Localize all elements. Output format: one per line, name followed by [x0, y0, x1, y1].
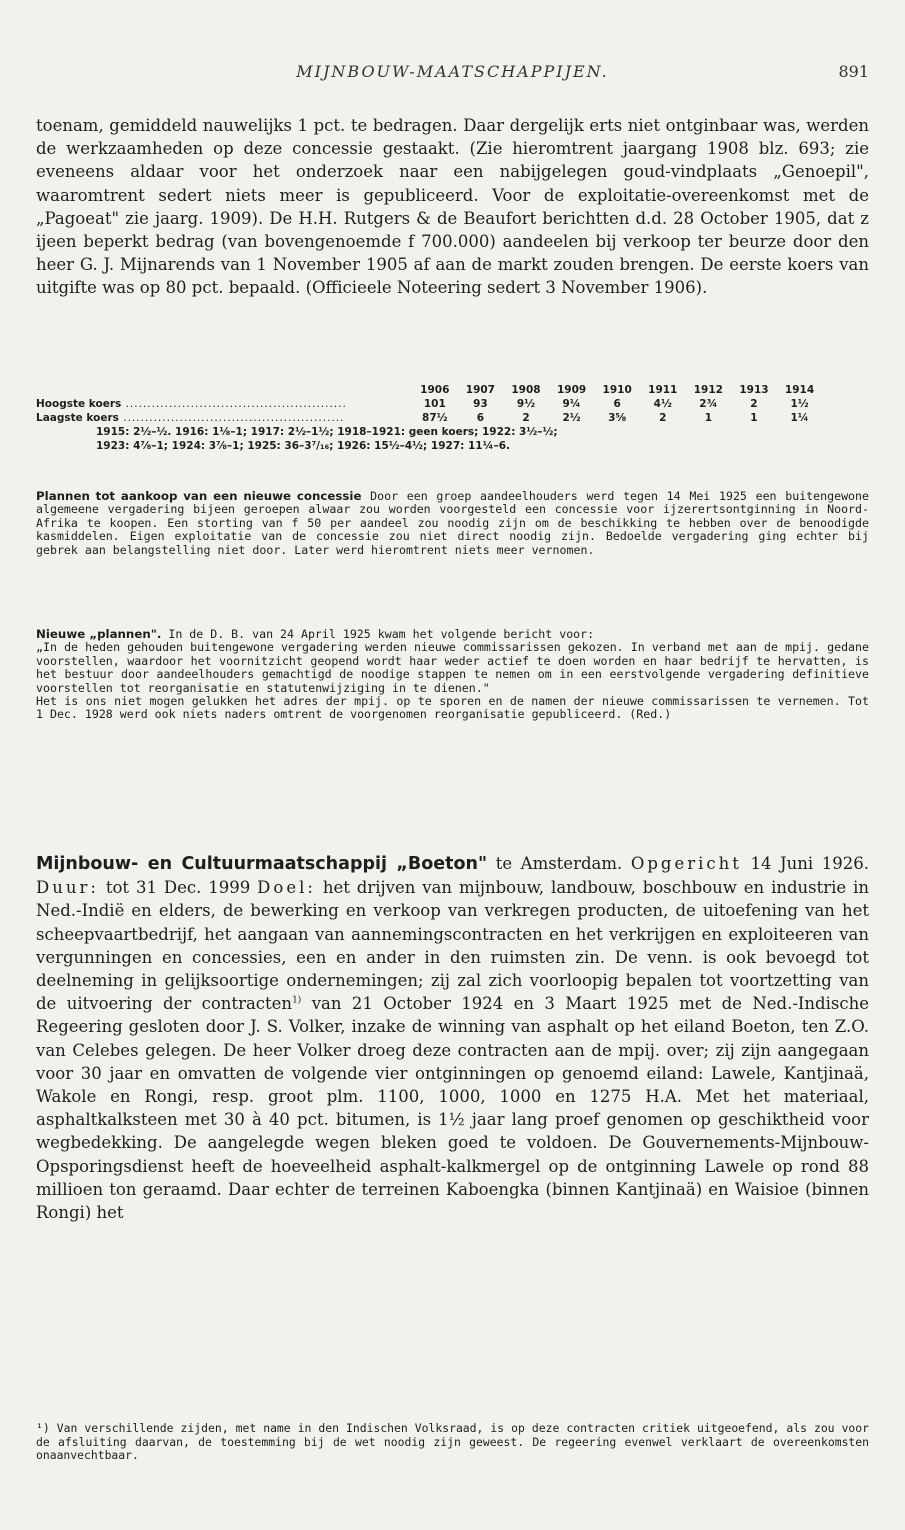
section-heading: Nieuwe „plannen".: [36, 627, 162, 641]
page-header: [36, 62, 869, 84]
year-cell: 1911: [648, 384, 678, 396]
table-cell: 2: [750, 398, 758, 410]
editor-note: Het is ons niet mogen gelukken het adres der mpij. op te sporen en de namen der nieuwe commissarissen te vernemen. Tot 1 Dec. 1928 werd ook niets naders omtrent de voorgenomen reorganisatie gepubliceerd. (Red.): [36, 694, 869, 722]
year-cell: 1908: [511, 384, 541, 396]
table-note: 1923: 4⅞–1; 1924: 3⅞–1; 1925: 36–3⁷/₁₆; 1926: 15½–4½; 1927: 11¼–6.: [96, 440, 511, 452]
section-intro: [36, 628, 869, 641]
table-cell: 6: [476, 412, 485, 424]
company-name: Mijnbouw- en Cultuurmaatschappij „Boeton": [36, 854, 488, 874]
section-heading: Plannen tot aankoop van een nieuwe concessie: [36, 489, 362, 503]
running-title: MIJNBOUW-MAATSCHAPPIJEN.: [296, 62, 609, 81]
table-cell: 101: [423, 398, 446, 410]
footnote-reference: 1): [292, 995, 302, 1006]
table-cell: 2¾: [699, 398, 718, 410]
section-plannen: [36, 490, 869, 557]
table-cell: 1¼: [790, 412, 809, 424]
year-cell: 1907: [465, 384, 495, 396]
company-entry: [36, 852, 869, 1224]
row-label: Laagste koers: [36, 412, 119, 424]
year-cell: 1913: [739, 384, 769, 396]
leader-dots: ...................................................: [121, 398, 347, 410]
table-cell: 87½: [422, 412, 448, 424]
year-cell: 1914: [784, 384, 815, 396]
table-cell: 1: [704, 412, 713, 424]
doel-text: het drijven van mijnbouw, landbouw, boschbouw en industrie in Ned.-Indië en elders, de bewerking en verkoop van verkregen producten, de uitoefening van het scheepvaartbedrijf, het aangaan van aannemingscontracten en het verkrijgen en exploiteeren van vergunningen en concessies, een en ander in den ruimsten zin. De venn. is ook bevoegd tot deelneming in gelijksoortige ondernemingen; zij zal zich voorloopig bepalen tot voortzetting van de uitvoering der contracten: [36, 878, 870, 1014]
table-note: 1915: 2½–½. 1916: 1⅛–1; 1917: 2½–1½; 1918–1921: geen koers; 1922: 3½–½;: [96, 426, 558, 438]
intro-paragraph: toenam, gemiddeld nauwelijks 1 pct. te bedragen. Daar dergelijk erts niet ontginbaar was, werden de werkzaamheden op deze concessie gestaakt. (Zie hieromtrent jaargang 1908 blz. 693; zie eveneens aldaar voor het onderzoek naar een nabijgelegen goud-vindplaats „Genoepil", waaromtrent sedert niets meer is gepubliceerd. Voor de exploitatie-overeenkomst met de „Pagoeat" zie jaarg. 1909). De H.H. Rutgers & de Beaufort berichtten d.d. 28 October 1905, dat z ijeen beperkt bedrag (van bovengenoemde f 700.000) aandeelen bij verkoop ter beurze door den heer G. J. Mijnarends van 1 November 1905 af aan de markt zouden brengen. De eerste koers van uitgifte was op 80 pct. bepaald. (Officieele Noteering sedert 3 November 1906).: [36, 116, 869, 298]
table-cell: 2: [659, 412, 667, 424]
opgericht-value: 14 Juni 1926.: [750, 854, 870, 873]
table-cell: 2½: [562, 412, 581, 424]
quote-block: „In de heden gehouden buitengewone vergadering werden nieuwe commissarissen gekozen. In verband met aan de mpij. gedane voorstellen, waardoor het voornitzicht geopend wordt haar weder actief te doen worden en haar bedrijf te hervatten, is het bestuur door aandeelhouders gemachtigd de noodige stappen te nemen om in een eerstvolgende vergadering definitieve voorstellen tot reorganisatie en statutenwijziging in te dienen.": [36, 640, 869, 695]
year-cell: 1909: [556, 384, 587, 396]
table-cell: 3⅝: [608, 412, 627, 424]
duur-value: tot 31 Dec. 1999: [105, 878, 251, 898]
table-row: [36, 397, 869, 411]
koers-table: [36, 383, 869, 453]
table-cell: 4½: [653, 398, 672, 410]
table-cell: 93: [473, 398, 488, 410]
duur-label: Duur:: [36, 878, 99, 898]
section-body: Door een groep aandeelhouders werd tegen 14 Mei 1925 een buitengewone algemeene vergadering bijeen geroepen alwaar zou worden voorgesteld een concessie voor ijzerertsontginning in Noord-Afrika te koopen. Een storting van f 50 per aandeel zou noodig zijn om de beschikking te hebben over de benoodigde kasmiddelen. Eigen exploitatie van de concessie zou niet direct noodig zijn. Bedoelde vergadering ging echter bij gebrek aan belangstelling niet door. Later werd hieromtrent niets meer vernomen.: [36, 489, 869, 557]
footnote-text: Van verschillende zijden, met name in den Indischen Volksraad, is op deze contracten critiek uitgeoefend, als zou voor de afsluiting daarvan, de toestemming bij de wet noodig zijn geweest. De regeering evenwel verklaart de overeenkomsten onaanvechtbaar.: [36, 1421, 870, 1463]
company-location: te Amsterdam.: [495, 854, 623, 873]
table-cell: 2: [522, 412, 530, 424]
page-number: 891: [838, 62, 869, 81]
doel-text-continued: van 21 October 1924 en 3 Maart 1925 met de Ned.-Indische Regeering gesloten door J. S. Volker, inzake de winning van asphalt op het eiland Boeton, ten Z.O. van Celebes gelegen. De heer Volker droeg deze contracten aan de mpij. over; zij zijn aangegaan voor 30 jaar en omvatten de volgende vier ontginningen op genoemd eiland: Lawele, Kantjinaä, Wakole en Rongi, resp. groot plm. 1100, 1000, 1000 en 1275 H.A. Met het materiaal, asphaltkalksteen met 30 à 40 pct. bitumen, is 1½ jaar lang proef genomen op geschiktheid voor wegbedekking. De aangelegde wegen bleken goed te voldoen. De Gouvernements-Mijnbouw-Opsporingsdienst heeft de hoeveelheid asphalt-kalkmergel op de ontginning Lawele op rond 88 millioen ton geraamd. Daar echter de terreinen Kaboengka (binnen Kantjinaä) en Waisioe (binnen Rongi) het: [36, 994, 869, 1223]
table-cell: 9¼: [562, 398, 581, 410]
year-cell: 1912: [693, 384, 723, 396]
table-row: [36, 411, 869, 425]
doel-label: Doel:: [257, 878, 316, 898]
opgericht-label: Opgericht: [630, 854, 742, 873]
table-cell: 1½: [790, 398, 809, 410]
table-cell: 1: [750, 412, 758, 424]
footnote: [36, 1422, 869, 1463]
section-nieuwe-plannen: [36, 628, 869, 722]
table-header-row: [36, 383, 869, 397]
year-cell: 1906: [420, 384, 450, 396]
table-cell: 6: [613, 398, 621, 410]
leader-dots: ...................................................: [118, 412, 345, 424]
footnote-marker: ¹): [36, 1421, 50, 1435]
section-body: In de D. B. van 24 April 1925 kwam het volgende bericht voor:: [168, 627, 595, 641]
year-cell: 1910: [602, 384, 632, 396]
table-cell: 9½: [516, 398, 536, 410]
row-label: Hoogste koers: [36, 398, 122, 410]
